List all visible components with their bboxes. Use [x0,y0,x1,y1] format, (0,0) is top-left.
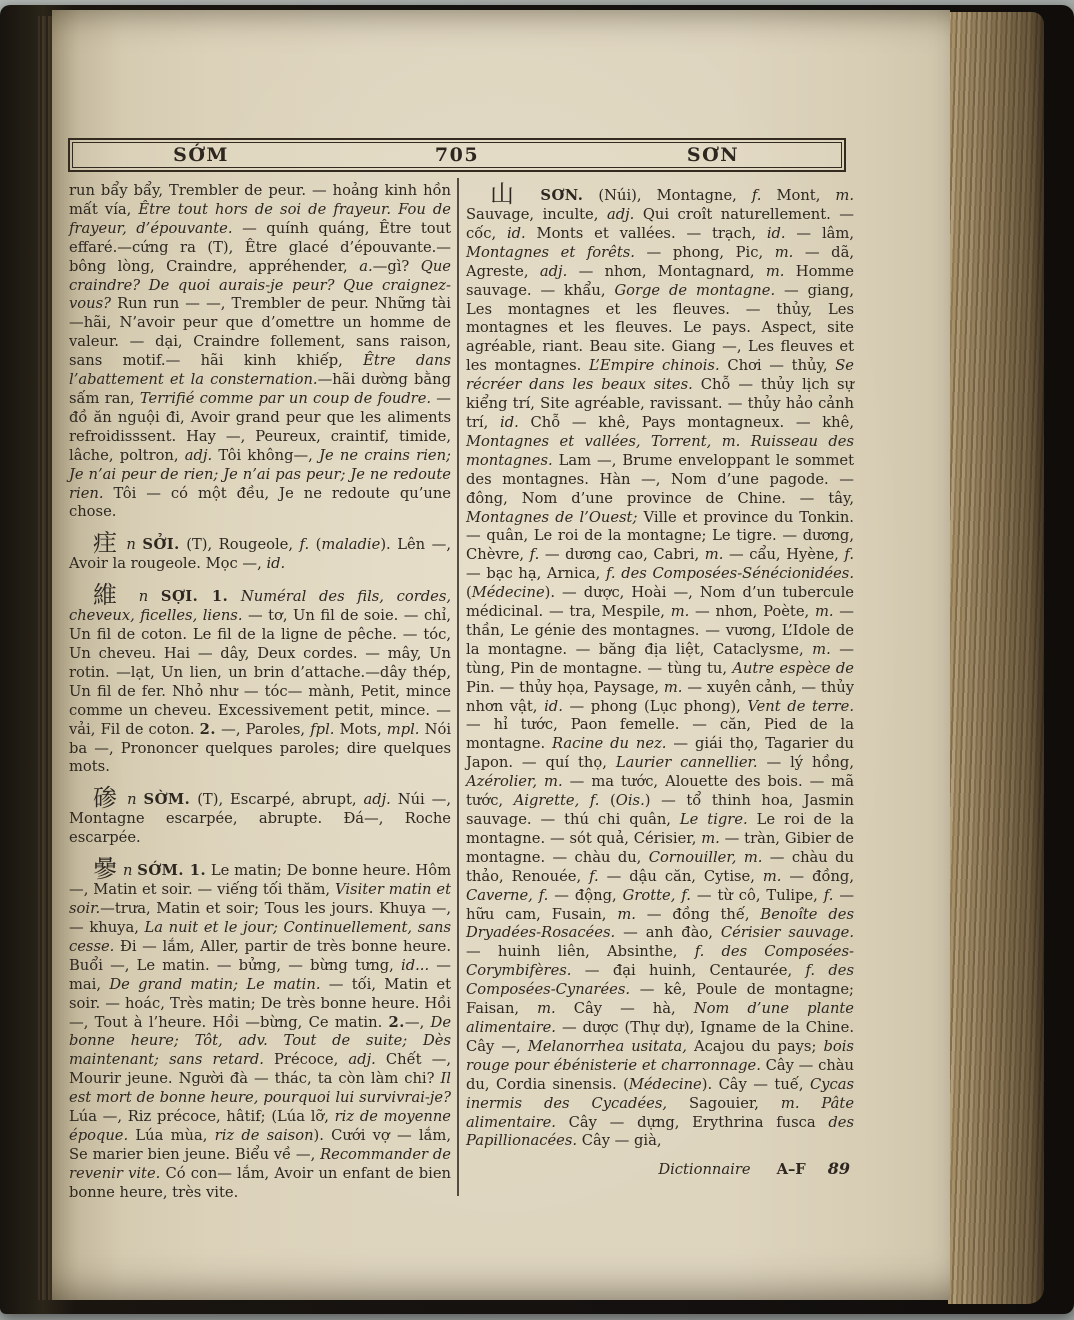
cjk-headword-character: 疰 [93,529,120,558]
running-head-box [68,138,846,172]
signature-line [466,1160,854,1180]
dictionary-page [52,10,950,1300]
running-head [72,142,842,168]
entry-som-sac: 曑 n SỚM. 1. Le matin; De bonne heure. Hôm —, Matin et soir. — viếng tối thăm, Visiter matin et soir.—trưa, Matin et soir; Tous les jours. Khuya —, — khuya, La nuit et le jour; Continuellement, sans cesse. Đi — lắm, Aller, partir de très bonne heure. Buổi —, Le matin. — bửng, — bừng tưng, id... — mai, De grand matin; Le matin. — tối, Matin et soir. — hoác, Très matin; De très bonne heure. Hồi —, Tout à l’heure. Hồi —bừng, Ce matin. 2.—, De bonne heure; Tôt, adv. Tout de suite; Dès maintenant; sans retard. Précoce, adj. Chết —, Mourir jeune. Người đà — thác, ta còn làm chi? Il est mort de bonne heure, pourquoi lui survivrai-je? Lúa —, Riz précoce, hâtif; (Lúa lỡ, riz de moyenne époque. Lúa mùa, riz de saison). Cưới vợ — lắm, Se marier bien jeune. Biểu về —, Recommander de revenir vite. Có con— lắm, Avoir un enfant de bien bonne heure, très vite. [69,855,452,1201]
signature-page-number: 89 [827,1159,850,1179]
cjk-headword-character: 山 [490,180,526,208]
entry-son: 山 SƠN. (Núi), Montagne, f. Mont, m. Sauvage, inculte, adj. Qui croît naturellement. — cốc, id. Monts et vallées. — trạch, id. — lâm, Montagnes et forêts. — phong, Pic, m. — dã, Agreste, adj. — nhơn, Montagnard, m. Homme sauvage. — khẩu, Gorge de montagne. — giang, Les montagnes et les fleuves. — thủy, Les montagnes et les fleuves. Le pays. Aspect, site agréable, riant. Beau site. Giang —, Les fleuves et les montagnes. L’Empire chinois. Chơi — thủy, Se récréer dans les beaux sites. Chỗ — thủy lịch sự kiểng trí, Site agréable, ravissant. — thủy hảo cảnh trí, id. Chỗ — khê, Pays montagneux. — khê, Montagnes et vallées, Torrent, m. Ruisseau des montagnes. Lam —, Brume enveloppant le sommet des montagnes. Hàn —, Nom d’une pagode. — đông, Nom d’une province de Chine. — tây, Montagnes de l’Ouest; Ville et province du Tonkin. — quân, Le roi de la montagne; Le tigre. — dương, Chèvre, f. — dương cao, Cabri, m. — cẩu, Hyène, f. — bạc hạ, Arnica, f. des Composées-Sénécionidées. (Médecine). — dược, Hoài —, Nom d’un tubercule médicinal. — tra, Mespile, m. — nhơn, Poète, m. — thần, Le génie des montagnes. — vương, L’Idole de la montagne. — băng địa liệt, Cataclysme, m. — tùng, Pin de montagne. — tùng tu, Autre espèce de Pin. — thủy họa, Paysage, m. — xuyên cảnh, — thủy nhơn vật, id. — phong (Lục phong), Vent de terre. — hỉ tước, Paon femelle. — căn, Pied de la montagne. Racine du nez. — giái thọ, Tagarier du Japon. — quí thọ, Laurier cannellier. — lý hồng, Azérolier, m. — ma tước, Alouette des bois. — mã tước, Aigrette, f. (Ois.) — tổ thinh hoa, Jasmin sauvage. — thú chi quân, Le tigre. Le roi de la montagne. — sót quả, Cérisier, m. — tràn, Gibier de montagne. — chàu du, Cornouiller, m. — chàu du thảo, Renouée, f. — dậu căn, Cytise, m. — đồng, Caverne, f. — động, Grotte, f. — từ cô, Tulipe, f. — hữu cam, Fusain, m. — đồng thế, Benoîte des Dryadées-Rosacées. — anh đào, Cérisier sauvage. — huinh liên, Absinthe, f. des Composées-Corymbifères. — đại huinh, Centaurée, f. des Composées-Cynarées. — kê, Poule de montagne; Faisan, m. Cây — hà, Nom d’une plante alimentaire. — dược (Thự dự), Igname de la Chine. Cây —, Melanorrhea usitata, Acajou du pays; bois rouge pour ébénisterie et charronnage. Cây — chàu du, Cordia sinensis. (Médecine). Cây — tuế, Cycas inermis des Cycadées, Sagouier, m. Pâte alimentaire. Cây — dựng, Erythrina fusca des Papillionacées. Cây — già, [466,180,855,1150]
entry-soi-nang: 維 n SỢI. 1. Numéral des fils, cordes, cheveux, ficelles, liens. — tơ, Un fil de soie. — chỉ, Un fil de coton. Le fil de la ligne de pêche. — tóc, Un cheveu. Hai — dây, Deux cordes. — mây, Un rotin. —lạt, Un lien, un brin d’attache.—dây thép, Un fil de fer. Nhỏ như — tóc— mành, Petit, mince comme un cheveu. Excessivement petit, mince. — vải, Fil de coton. 2. —, Paroles, fpl. Mots, mpl. Nói ba —, Prononcer quelques paroles; dire quelques mots. [69,581,452,776]
so-continuation: run bẩy bẩy, Trembler de peur. — hoảng kinh hồn mất vía, Être tout hors de soi de frayeur. Fou de frayeur, d’épouvante. — quính quáng, Être tout effaré.—cứng ra (T), Être glacé d’épouvante.—bông lòng, Craindre, appréhender, a.—gì? Que craindre? De quoi aurais-je peur? Que craignez-vous? Run run — —, Trembler de peur. Những tài—hãi, N’avoir peur que d’omettre un homme de valeur. — dại, Craindre follement, sans raison, sans motif.— hãi kinh khiếp, Être dans l’abattement et la consternation.—hãi dường bằng sấm ran, Terrifié comme par un coup de foudre. — đồ ăn nguội đi, Avoir grand peur que les aliments refroidisssent. Hay —, Peureux, craintif, timide, lâche, poltron, adj. Tôi không—, Je ne crains rien; Je n’ai peur de rien; Je n’ai pas peur; Je ne redoute rien. Tôi — có một đều, Je ne redoute qu’une chose. [69,182,451,521]
page-number: 705 [434,144,480,166]
left-column [69,182,451,1203]
cjk-headword-character: 曑 [93,855,119,884]
dictionnaire-label: Dictionnaire [658,1161,751,1179]
column-divider-rule [457,178,459,1196]
right-page-edge-stack [948,12,1044,1304]
entry-soi-hoi: 疰 n SỞI. (T), Rougeole, f. (maladie). Lên —, Avoir la rougeole. Mọc —, id. [69,529,452,573]
cjk-headword-character: 碜 [93,784,121,813]
entry-som-huyen: 碜 n SỜM. (T), Escarpé, abrupt, adj. Núi —, Montagne escarpée, abrupte. Đá—, Roche escarpée. [69,784,452,847]
running-head-left-word: SỚM [173,144,229,166]
cjk-headword-character: 維 [93,581,127,610]
running-head-right-word: SƠN [686,144,740,166]
right-column [466,182,854,1180]
volume-range: A–F [776,1161,806,1179]
